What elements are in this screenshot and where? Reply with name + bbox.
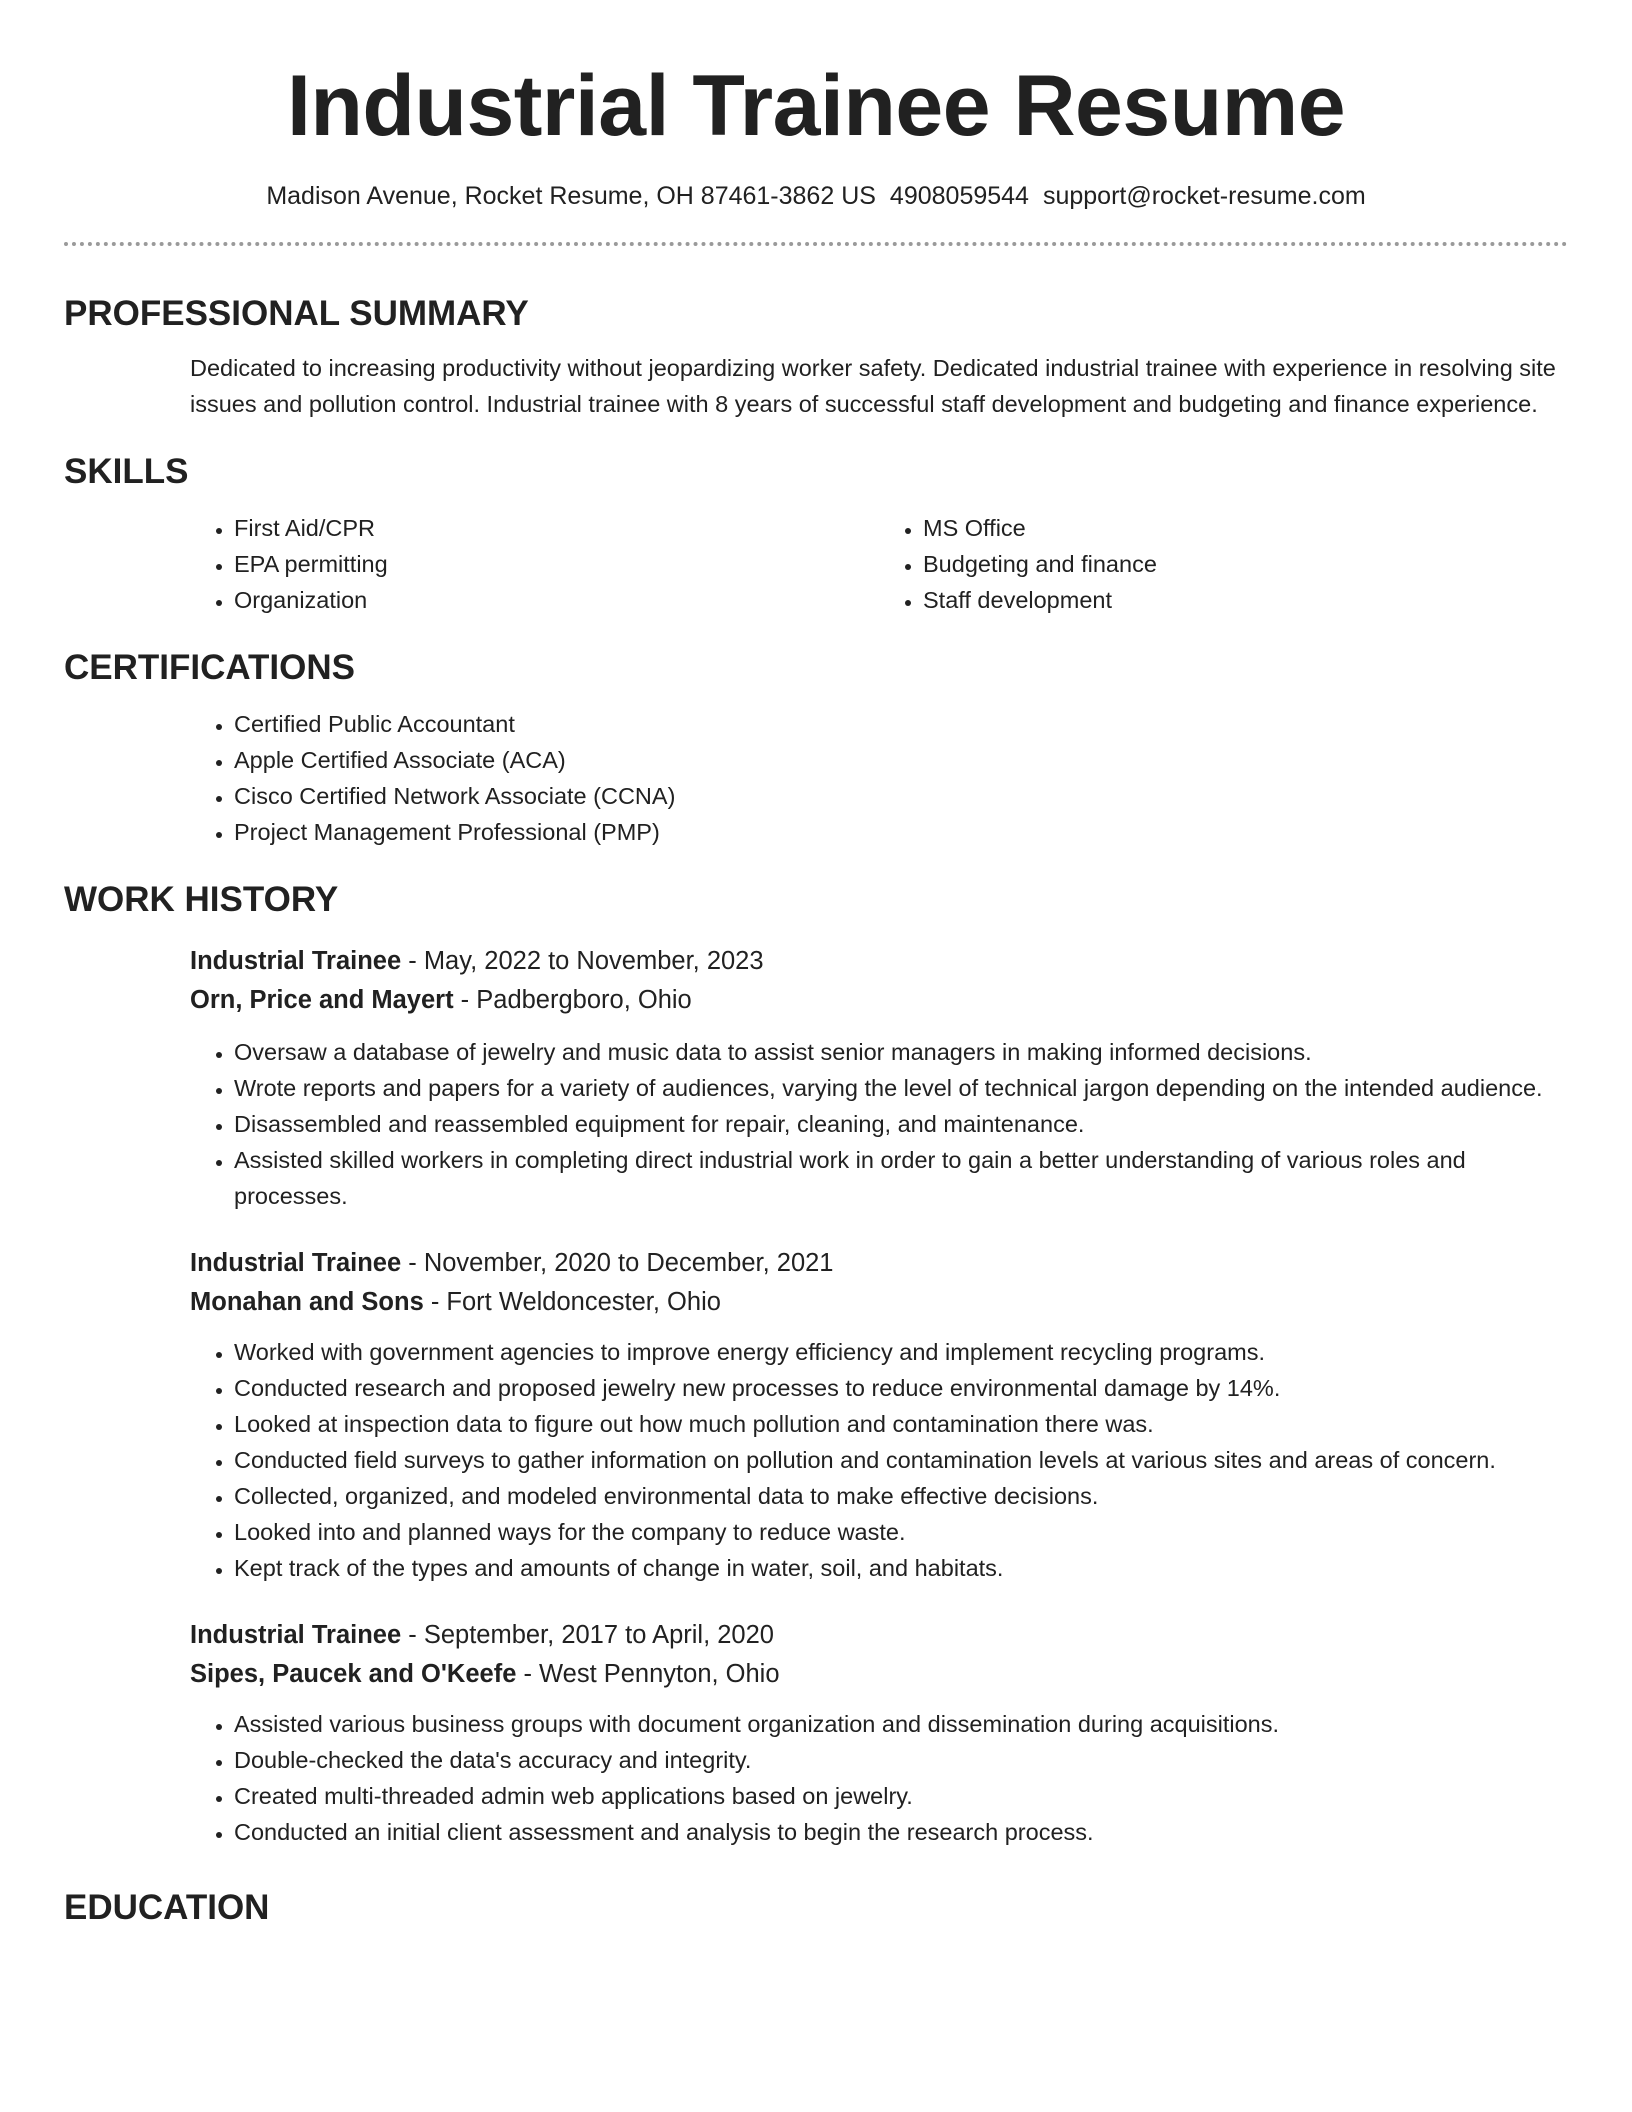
skills-heading: SKILLS bbox=[64, 452, 189, 491]
resume-page bbox=[64, 0, 1568, 1930]
job-bullet: • Wrote reports and papers for a variety of audiences, varying the level of technical jargon depending on the intended audience. bbox=[234, 1070, 1568, 1106]
certifications-list bbox=[190, 706, 1568, 850]
contact-address: Madison Avenue, Rocket Resume, OH 87461-3862 US bbox=[266, 182, 876, 210]
education-heading: EDUCATION bbox=[64, 1888, 270, 1927]
skill-item: • MS Office bbox=[923, 510, 1568, 546]
job-company-line bbox=[190, 1283, 1568, 1322]
job-bullet: • Assisted skilled workers in completing direct industrial work in order to gain a better understanding of various roles and processes. bbox=[234, 1142, 1568, 1214]
certification-item: • Project Management Professional (PMP) bbox=[234, 814, 1568, 850]
skills-column-left bbox=[190, 510, 879, 618]
resume-title: Industrial Trainee Resume bbox=[286, 58, 1346, 154]
job-bullet: • Collected, organized, and modeled environmental data to make effective decisions. bbox=[234, 1478, 1568, 1514]
job-dates: - September, 2017 to April, 2020 bbox=[401, 1621, 774, 1649]
contact-line bbox=[64, 180, 1568, 212]
job-bullet: • Looked at inspection data to figure out how much pollution and contamination there was. bbox=[234, 1406, 1568, 1442]
job-company-line bbox=[190, 981, 1568, 1020]
skill-item: • Budgeting and finance bbox=[923, 546, 1568, 582]
skills-list bbox=[190, 510, 1568, 618]
contact-phone: 4908059544 bbox=[889, 182, 1029, 210]
job-bullet: • Kept track of the types and amounts of change in water, soil, and habitats. bbox=[234, 1550, 1568, 1586]
job-dates: - May, 2022 to November, 2023 bbox=[401, 947, 764, 975]
skill-item: • Staff development bbox=[923, 582, 1568, 618]
job-title: Industrial Trainee bbox=[190, 1249, 402, 1277]
job-title: Industrial Trainee bbox=[190, 947, 402, 975]
certifications-heading: CERTIFICATIONS bbox=[64, 648, 356, 687]
job-title-line bbox=[190, 1616, 1568, 1655]
job-bullet: • Conducted an initial client assessment and analysis to begin the research process. bbox=[234, 1814, 1568, 1850]
contact-email: support@rocket-resume.com bbox=[1042, 182, 1366, 210]
job-bullet: • Double-checked the data's accuracy and integrity. bbox=[234, 1742, 1568, 1778]
job-bullet: • Oversaw a database of jewelry and music data to assist senior managers in making informed decisions. bbox=[234, 1034, 1568, 1070]
job-entry bbox=[190, 1616, 1568, 1850]
job-dates: - November, 2020 to December, 2021 bbox=[401, 1249, 834, 1277]
job-company: Sipes, Paucek and O'Keefe bbox=[190, 1660, 517, 1688]
job-bullet: • Looked into and planned ways for the company to reduce waste. bbox=[234, 1514, 1568, 1550]
job-title-line bbox=[190, 1244, 1568, 1283]
job-bullets bbox=[190, 1034, 1568, 1214]
certification-item: • Certified Public Accountant bbox=[234, 706, 1568, 742]
skill-item: • Organization bbox=[234, 582, 879, 618]
job-entry bbox=[190, 1244, 1568, 1586]
skill-item: • First Aid/CPR bbox=[234, 510, 879, 546]
job-bullets bbox=[190, 1706, 1568, 1850]
certification-item: • Apple Certified Associate (ACA) bbox=[234, 742, 1568, 778]
skill-item: • EPA permitting bbox=[234, 546, 879, 582]
job-bullet: • Conducted research and proposed jewelry new processes to reduce environmental damage by 14%. bbox=[234, 1370, 1568, 1406]
job-location: - West Pennyton, Ohio bbox=[516, 1660, 780, 1688]
job-bullet: • Conducted field surveys to gather information on pollution and contamination levels at various sites and areas of concern. bbox=[234, 1442, 1568, 1478]
job-bullets bbox=[190, 1334, 1568, 1586]
summary-text: Dedicated to increasing productivity without jeopardizing worker safety. Dedicated industrial trainee with experience in resolving site issues and pollution control. Industrial trainee with 8 years of successful staff development and budgeting and finance experience. bbox=[190, 355, 1556, 417]
work-history-heading: WORK HISTORY bbox=[64, 880, 339, 919]
header-divider bbox=[64, 242, 1568, 246]
job-title: Industrial Trainee bbox=[190, 1621, 402, 1649]
job-company: Orn, Price and Mayert bbox=[190, 986, 454, 1014]
job-location: - Padbergboro, Ohio bbox=[453, 986, 692, 1014]
job-company-line bbox=[190, 1655, 1568, 1694]
certification-item: • Cisco Certified Network Associate (CCNA) bbox=[234, 778, 1568, 814]
summary-heading: PROFESSIONAL SUMMARY bbox=[64, 294, 529, 333]
job-bullet: • Disassembled and reassembled equipment for repair, cleaning, and maintenance. bbox=[234, 1106, 1568, 1142]
job-bullet: • Created multi-threaded admin web applications based on jewelry. bbox=[234, 1778, 1568, 1814]
job-bullet: • Worked with government agencies to improve energy efficiency and implement recycling programs. bbox=[234, 1334, 1568, 1370]
skills-column-right bbox=[879, 510, 1568, 618]
job-location: - Fort Weldoncester, Ohio bbox=[423, 1288, 721, 1316]
job-bullet: • Assisted various business groups with document organization and dissemination during acquisitions. bbox=[234, 1706, 1568, 1742]
job-title-line bbox=[190, 942, 1568, 981]
job-company: Monahan and Sons bbox=[190, 1288, 424, 1316]
job-entry bbox=[190, 942, 1568, 1214]
